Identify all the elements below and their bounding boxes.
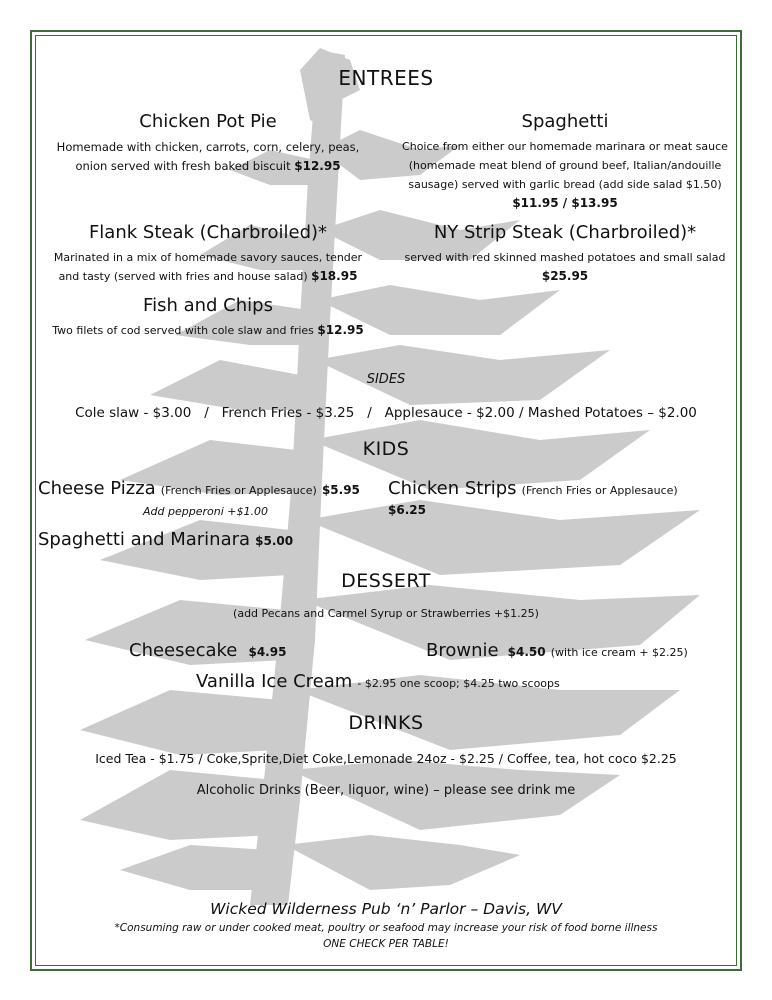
spaghetti-marinara-line (38, 529, 293, 550)
cheese-pizza-price: $5.95 (321, 483, 360, 497)
ny-strip-name: NY Strip Steak (Charbroiled)* (433, 222, 697, 243)
brownie-name: Brownie (426, 640, 499, 661)
chicken-strips-note: (French Fries or Applesauce) (521, 484, 678, 497)
dessert-heading: DESSERT (341, 570, 431, 592)
vanilla-name: Vanilla Ice Cream (196, 671, 353, 692)
spaghetti-price: $11.95 / $13.95 (512, 196, 618, 210)
sides-heading: SIDES (366, 372, 406, 387)
chicken-pot-pie-desc-line2: onion served with fresh baked biscuit (75, 159, 291, 173)
drinks-line2: Alcoholic Drinks (Beer, liquor, wine) – please see drink me (196, 783, 576, 798)
drinks-heading: DRINKS (348, 712, 424, 734)
spaghetti-marinara-name: Spaghetti and Marinara (38, 529, 251, 550)
spaghetti-desc (392, 137, 738, 213)
entrees-heading: ENTREES (338, 66, 434, 90)
flank-steak-desc (38, 248, 378, 286)
flank-steak-name: Flank Steak (Charbroiled)* (88, 222, 328, 243)
flank-steak-desc-line2: and tasty (served with fries and house salad) (58, 270, 308, 283)
ny-strip-desc (392, 248, 738, 286)
chicken-strips-line (388, 478, 678, 499)
spaghetti-desc-line1: Choice from either our homemade marinara or meat sauce (402, 140, 728, 153)
dessert-note: (add Pecans and Carmel Syrup or Strawberries +$1.25) (233, 607, 539, 620)
cheese-pizza-name: Cheese Pizza (38, 478, 156, 499)
check-policy: ONE CHECK PER TABLE! (323, 938, 449, 950)
sides-list: Cole slaw - $3.00 / French Fries - $3.25 / Applesauce - $2.00 / Mashed Potatoes – $2.00 (75, 405, 697, 421)
spaghetti-desc-line2: (homemade meat blend of ground beef, Italian/andouille (408, 159, 722, 172)
fish-chips-desc-line1: Two filets of cod served with cole slaw and fries (52, 324, 314, 337)
flank-steak-desc-line2-wrap (38, 267, 378, 286)
spaghetti-name: Spaghetti (521, 111, 609, 132)
flank-steak-desc-line1: Marinated in a mix of homemade savory sauces, tender (53, 251, 363, 264)
cheesecake-price: $4.95 (248, 645, 287, 659)
chicken-pot-pie-desc-line2-wrap (38, 157, 378, 176)
chicken-pot-pie-price: $12.95 (294, 159, 341, 173)
fish-chips-desc (38, 321, 378, 340)
food-warning: *Consuming raw or under cooked meat, poultry or seafood may increase your risk of food borne illness (114, 922, 658, 934)
chicken-pot-pie-desc-line1: Homemade with chicken, carrots, corn, celery, peas, (56, 140, 360, 154)
cheese-pizza-addon: Add pepperoni +$1.00 (143, 505, 268, 518)
cheese-pizza-line (38, 478, 360, 499)
fish-chips-name: Fish and Chips (143, 295, 273, 316)
brownie-price: $4.50 (507, 645, 546, 659)
chicken-strips-name: Chicken Strips (388, 478, 517, 499)
kids-heading: KIDS (362, 438, 410, 460)
cheese-pizza-note: (French Fries or Applesauce) (160, 484, 317, 497)
venue-name: Wicked Wilderness Pub ‘n’ Parlor – Davis, WV (210, 900, 562, 918)
flank-steak-price: $18.95 (311, 269, 358, 283)
ny-strip-price: $25.95 (541, 269, 589, 283)
brownie-line (426, 640, 688, 661)
vanilla-note: - $2.95 one scoop; $4.25 two scoops (357, 677, 560, 690)
brownie-note: (with ice cream + $2.25) (550, 646, 688, 659)
fish-chips-price: $12.95 (317, 323, 364, 337)
chicken-pot-pie-name: Chicken Pot Pie (139, 111, 277, 132)
cheesecake-line (129, 640, 286, 661)
vanilla-line (196, 671, 560, 692)
spaghetti-desc-line3: sausage) served with garlic bread (add side salad $1.50) (408, 178, 722, 191)
chicken-strips-price: $6.25 (388, 503, 426, 517)
drinks-line1: Iced Tea - $1.75 / Coke,Sprite,Diet Coke,Lemonade 24oz - $2.25 / Coffee, tea, hot coco $2.25 (95, 751, 677, 766)
ny-strip-desc-line1: served with red skinned mashed potatoes and small salad (404, 251, 726, 264)
cheesecake-name: Cheesecake (129, 640, 238, 661)
chicken-pot-pie-desc (38, 138, 378, 176)
spaghetti-marinara-price: $5.00 (255, 534, 294, 548)
